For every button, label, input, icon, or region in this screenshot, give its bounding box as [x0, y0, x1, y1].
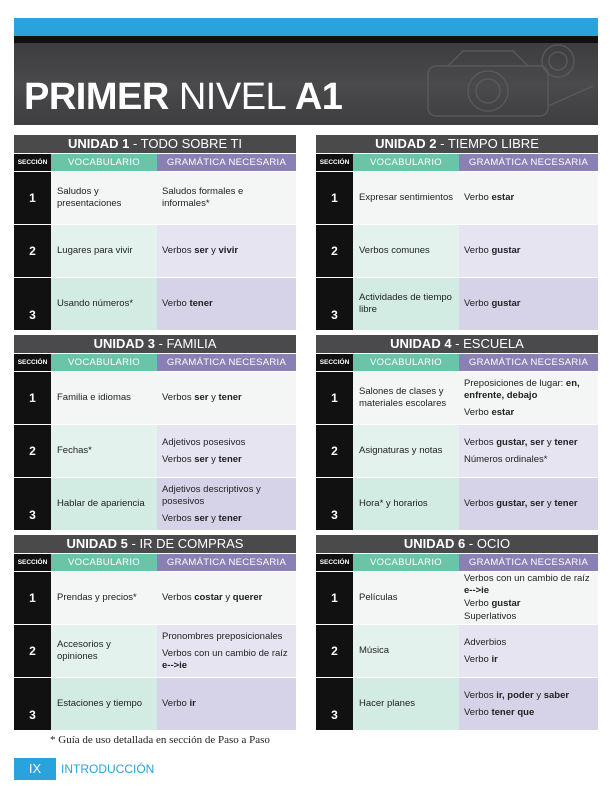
grammar-line [464, 598, 593, 610]
grammar-bold-text: tener [218, 392, 242, 403]
section-number: 2 [316, 625, 353, 677]
grammar-text: Verbo [464, 706, 492, 718]
unit-label: UNIDAD 6 [403, 536, 466, 551]
grammar-cell [157, 172, 296, 224]
camera-graphic-icon [408, 36, 598, 125]
section-label: INTRODUCCIÓN [61, 762, 155, 776]
grammar-bold-text: gustar, ser [496, 498, 545, 509]
grammar-line [464, 654, 593, 666]
grammar-cell [459, 572, 598, 624]
grammar-bold-text: saber [543, 689, 570, 701]
vocab-cell: Prendas y precios* [51, 572, 157, 624]
grammar-bold-text: e-->ie [162, 659, 188, 671]
grammar-text: Pronombres preposicionales [162, 630, 283, 642]
grammar-text: Saludos formales e informales* [162, 186, 244, 209]
vocab-column-header: VOCABULARIO [51, 554, 157, 571]
grammar-cell [157, 425, 296, 477]
vocab-cell: Películas [353, 572, 459, 624]
vocab-cell: Familia e idiomas [51, 372, 157, 424]
section-number: 2 [316, 225, 353, 277]
grammar-cell [157, 478, 296, 530]
grammar-cell [157, 225, 296, 277]
grammar-text: y [208, 453, 219, 465]
grammar-text: Preposiciones de lugar: [464, 377, 566, 389]
section-number: 2 [14, 425, 51, 477]
unit-table-1 [14, 135, 296, 330]
unit-name: TODO SOBRE TI [140, 136, 243, 151]
unit-header [316, 135, 598, 153]
grammar-text: Verbos [162, 392, 195, 403]
table-row [14, 572, 296, 624]
grammar-text: Verbo [464, 192, 492, 203]
title-bold: PRIMER [24, 76, 169, 118]
grammar-column-header: GRAMÁTICA NECESARIA [459, 154, 598, 171]
grammar-cell [459, 625, 598, 677]
grammar-line [464, 378, 593, 402]
grammar-line [464, 437, 593, 449]
unit-dash: - [436, 136, 448, 151]
grammar-bold-text: gustar [491, 298, 521, 309]
unit-header [14, 335, 296, 353]
grammar-line [464, 454, 593, 466]
grammar-line [464, 245, 593, 257]
section-column-header: SECCIÓN [14, 554, 51, 571]
grammar-bold-text: gustar [491, 245, 521, 256]
table-row [316, 625, 598, 677]
grammar-bold-text: estar [491, 192, 515, 203]
unit-header [316, 535, 598, 553]
unit-dash: - [465, 536, 477, 551]
grammar-cell [459, 278, 598, 330]
grammar-line [464, 707, 593, 719]
unit-label: UNIDAD 2 [375, 136, 437, 151]
grammar-column-header: GRAMÁTICA NECESARIA [157, 154, 296, 171]
grammar-cell [459, 678, 598, 730]
vocab-cell: Hora* y horarios [353, 478, 459, 530]
grammar-bold-text: gustar, ser [496, 436, 545, 448]
grammar-bold-text: ir [491, 653, 498, 665]
grammar-bold-text: ser [194, 453, 209, 465]
table-row [14, 625, 296, 677]
grammar-text: Verbos [464, 498, 497, 509]
grammar-line [162, 648, 291, 672]
page-title [24, 76, 342, 118]
table-row [316, 572, 598, 624]
grammar-bold-text: ser [194, 245, 209, 256]
column-headers [316, 554, 598, 571]
unit-dash: - [154, 336, 167, 351]
grammar-column-header: GRAMÁTICA NECESARIA [459, 354, 598, 371]
grammar-bold-text: tener [554, 498, 578, 509]
grammar-text: Verbo [464, 245, 492, 256]
section-column-header: SECCIÓN [14, 154, 51, 171]
grammar-text: Verbo [464, 598, 492, 609]
grammar-bold-text: ser [194, 512, 209, 524]
top-accent-stripe [14, 18, 598, 36]
grammar-cell [157, 278, 296, 330]
grammar-line [162, 392, 291, 404]
section-column-header: SECCIÓN [316, 154, 353, 171]
vocab-cell: Música [353, 625, 459, 677]
table-row [316, 678, 598, 730]
grammar-line [464, 407, 593, 419]
grammar-line [464, 498, 593, 510]
table-row [316, 225, 598, 277]
grammar-column-header: GRAMÁTICA NECESARIA [157, 554, 296, 571]
column-headers [14, 554, 296, 571]
vocab-cell: Verbos comunes [353, 225, 459, 277]
vocab-column-header: VOCABULARIO [51, 354, 157, 371]
grammar-cell [459, 372, 598, 424]
vocab-cell: Salones de clases y materiales escolares [353, 372, 459, 424]
unit-table-4 [316, 335, 598, 530]
grammar-cell [157, 678, 296, 730]
section-number: 1 [14, 572, 51, 624]
grammar-line [162, 513, 291, 525]
grammar-column-header: GRAMÁTICA NECESARIA [459, 554, 598, 571]
section-number: 3 [14, 478, 51, 530]
vocab-cell: Fechas* [51, 425, 157, 477]
table-row [14, 425, 296, 477]
section-column-header: SECCIÓN [14, 354, 51, 371]
grammar-line [464, 298, 593, 310]
unit-name: TIEMPO LIBRE [447, 136, 539, 151]
section-number: 1 [14, 172, 51, 224]
vocab-cell: Hacer planes [353, 678, 459, 730]
table-row [14, 372, 296, 424]
table-row [14, 172, 296, 224]
grammar-cell [459, 425, 598, 477]
grammar-bold-text: tener [554, 436, 578, 448]
section-number: 3 [316, 278, 353, 330]
vocab-cell: Saludos y presentaciones [51, 172, 157, 224]
section-column-header: SECCIÓN [316, 554, 353, 571]
table-row [316, 478, 598, 530]
grammar-text: y [208, 392, 219, 403]
grammar-line [162, 484, 291, 508]
grammar-text: Verbos [162, 245, 195, 256]
section-number: 1 [316, 172, 353, 224]
unit-table-3 [14, 335, 296, 530]
grammar-text: Verbo [464, 653, 492, 665]
column-headers [316, 354, 598, 371]
grammar-text: y [533, 689, 544, 701]
grammar-line [464, 192, 593, 204]
grammar-cell [459, 225, 598, 277]
grammar-text: Números ordinales* [464, 453, 548, 465]
section-number: 3 [14, 278, 51, 330]
title-banner [14, 36, 598, 125]
grammar-text: Superlativos [464, 611, 517, 622]
unit-name: IR DE COMPRAS [139, 536, 244, 551]
table-row [14, 678, 296, 730]
section-number: 1 [316, 572, 353, 624]
grammar-bold-text: vivir [218, 245, 239, 256]
grammar-text: Verbos con un cambio de raíz [162, 647, 288, 659]
grammar-text: Adjetivos posesivos [162, 436, 246, 448]
grammar-text: y [544, 436, 555, 448]
grammar-text: Verbos [162, 512, 195, 524]
grammar-bold-text: querer [232, 592, 263, 603]
unit-header [14, 535, 296, 553]
grammar-line [464, 573, 593, 597]
grammar-cell [157, 372, 296, 424]
grammar-cell [157, 625, 296, 677]
vocab-cell: Accesorios y opiniones [51, 625, 157, 677]
unit-table-6 [316, 535, 598, 730]
vocab-cell: Hablar de apariencia [51, 478, 157, 530]
grammar-bold-text: tener [218, 512, 242, 524]
grammar-line [162, 454, 291, 466]
section-number: 1 [14, 372, 51, 424]
unit-dash: - [451, 336, 464, 351]
title-level: A1 [294, 76, 343, 118]
grammar-text: y [208, 512, 219, 524]
grammar-text: Verbo [162, 698, 190, 709]
grammar-column-header: GRAMÁTICA NECESARIA [157, 354, 296, 371]
vocab-cell: Actividades de tiempo libre [353, 278, 459, 330]
unit-label: UNIDAD 4 [390, 336, 452, 351]
grammar-line [464, 611, 593, 623]
vocab-column-header: VOCABULARIO [353, 554, 459, 571]
grammar-line [162, 437, 291, 449]
unit-name: FAMILIA [166, 336, 217, 351]
unit-dash: - [127, 536, 140, 551]
grammar-text: Verbo [162, 298, 190, 309]
grammar-text: Adverbios [464, 636, 507, 648]
grammar-line [162, 698, 291, 710]
table-row [316, 278, 598, 330]
column-headers [316, 154, 598, 171]
unit-header [14, 135, 296, 153]
table-row [316, 372, 598, 424]
column-headers [14, 154, 296, 171]
vocab-cell: Usando números* [51, 278, 157, 330]
column-headers [14, 354, 296, 371]
table-row [14, 278, 296, 330]
unit-label: UNIDAD 1 [67, 136, 130, 151]
grammar-bold-text: gustar [491, 598, 521, 609]
grammar-cell [459, 478, 598, 530]
section-number: 2 [316, 425, 353, 477]
section-number: 1 [316, 372, 353, 424]
unit-table-2 [316, 135, 598, 330]
unit-table-5 [14, 535, 296, 730]
table-row [14, 225, 296, 277]
grammar-bold-text: tener [189, 298, 213, 309]
grammar-text: Verbos [162, 592, 195, 603]
vocab-column-header: VOCABULARIO [353, 154, 459, 171]
section-number: 2 [14, 225, 51, 277]
grammar-line [162, 592, 291, 604]
grammar-line [464, 637, 593, 649]
section-column-header: SECCIÓN [316, 354, 353, 371]
grammar-bold-text: ser [194, 392, 209, 403]
page-number: IX [14, 758, 56, 780]
unit-dash: - [129, 136, 141, 151]
title-thin: NIVEL [168, 76, 295, 118]
grammar-cell [459, 172, 598, 224]
grammar-line [464, 690, 593, 702]
grammar-text: Verbo [464, 406, 492, 418]
grammar-text: y [544, 498, 555, 509]
grammar-text: Verbos con un cambio de raíz [464, 573, 590, 584]
unit-label: UNIDAD 3 [93, 336, 155, 351]
vocab-cell: Expresar sentimientos [353, 172, 459, 224]
grammar-text: y [208, 245, 219, 256]
vocab-cell: Lugares para vivir [51, 225, 157, 277]
grammar-bold-text: ir, poder [496, 689, 534, 701]
section-number: 3 [14, 678, 51, 730]
grammar-bold-text: estar [491, 406, 515, 418]
grammar-bold-text: costar [194, 592, 223, 603]
grammar-text: Verbos [464, 689, 497, 701]
vocab-cell: Asignaturas y notas [353, 425, 459, 477]
unit-header [316, 335, 598, 353]
grammar-bold-text: ir [189, 698, 196, 709]
section-number: 2 [14, 625, 51, 677]
grammar-line [162, 186, 291, 210]
grammar-bold-text: tener que [491, 706, 535, 718]
grammar-bold-text: tener [218, 453, 242, 465]
section-number: 3 [316, 678, 353, 730]
grammar-line [162, 245, 291, 257]
table-row [316, 425, 598, 477]
grammar-bold-text: en, enfrente, debajo [464, 377, 580, 401]
grammar-cell [157, 572, 296, 624]
unit-label: UNIDAD 5 [66, 536, 128, 551]
grammar-line [162, 631, 291, 643]
vocab-column-header: VOCABULARIO [51, 154, 157, 171]
grammar-text: Verbo [464, 298, 492, 309]
grammar-bold-text: e-->ie [464, 585, 490, 596]
table-row [316, 172, 598, 224]
table-row [14, 478, 296, 530]
grammar-text: y [222, 592, 233, 603]
unit-name: ESCUELA [463, 336, 524, 351]
unit-name: OCIO [476, 536, 511, 551]
section-number: 3 [316, 478, 353, 530]
grammar-line [162, 298, 291, 310]
grammar-text: Verbos [464, 436, 497, 448]
grammar-text: Adjetivos descriptivos y posesivos [162, 483, 261, 507]
footnote: * Guía de uso detallada en sección de Paso a Paso [50, 734, 270, 746]
grammar-text: Verbos [162, 453, 195, 465]
vocab-column-header: VOCABULARIO [353, 354, 459, 371]
vocab-cell: Estaciones y tiempo [51, 678, 157, 730]
